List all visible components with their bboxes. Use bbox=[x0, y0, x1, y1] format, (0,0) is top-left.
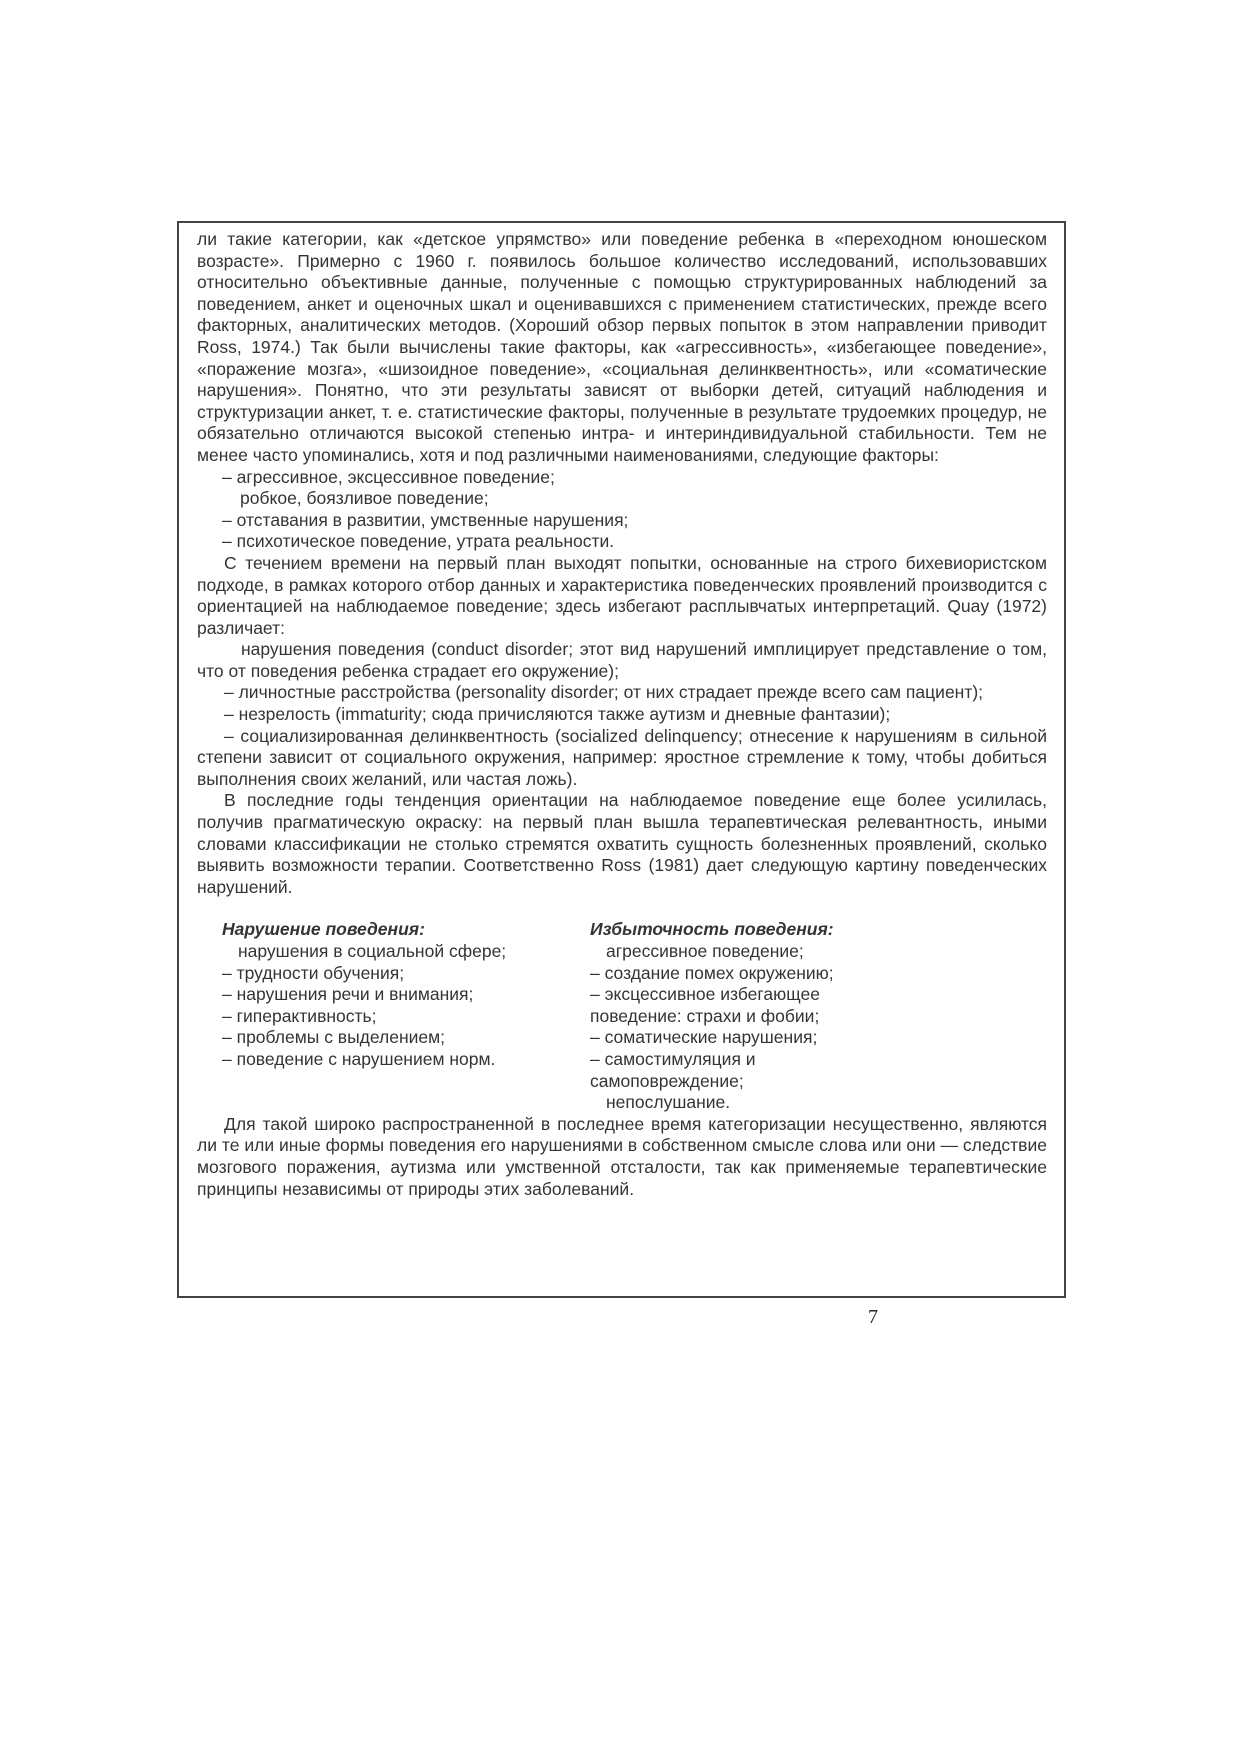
paragraph-continuation: ли такие категории, как «детское упрямство» или поведение ребенка в «переходном юношеском возрасте». Примерно с 1960 г. появилось большое количество исследований, использовавших относительно объективные данные, полученные с помощью структурированных наблюдений за поведением, анкет и оценочных шкал и оценивавшихся с применением статистических, прежде всего факторных, аналитических методов. (Хороший обзор первых попыток в этом направлении приводит Ross, 1974.) Так были вычислены такие факторы, как «агрессивность», «избегающее поведение», «поражение мозга», «шизоидное поведение», «социальная делинквентность», или «соматические нарушения». Понятно, что эти результаты зависят от выборки детей, ситуаций наблюдения и структуризации анкет, т. е. статистические факторы, полученные в результате трудоемких процедур, не обязательно отличаются высокой степенью интра- и интериндивидуальной стабильности. Тем не менее часто упоминались, хотя и под различными наименованиями, следующие факторы: bbox=[197, 229, 1047, 465]
column-list-item: – самостимуляция и самоповреждение; bbox=[590, 1048, 756, 1091]
column-list-item: – соматические нарушения; bbox=[590, 1027, 818, 1048]
column-list-item: непослушание. bbox=[606, 1092, 731, 1113]
column-list-item: – эксцессивное избегающее поведение: страхи и фобии; bbox=[590, 984, 820, 1026]
behavior-columns bbox=[197, 919, 1047, 1113]
column-list-item: – проблемы с выделением; bbox=[222, 1027, 446, 1048]
quay-list-item: – социализированная делинквентность (socialized delinquency; отнесение к нарушениям в сильной степени зависит от социального окружения, например: яростное стремление к тому, чтобы добиться выполнения своих желаний, или частая ложь). bbox=[197, 725, 1047, 789]
page-number: 7 bbox=[868, 1306, 878, 1328]
factor-list-item: – психотическое поведение, утрата реальности. bbox=[222, 531, 615, 552]
column-list-item: агрессивное поведение; bbox=[606, 941, 804, 961]
column-behavior-excess bbox=[590, 919, 894, 1113]
column-list-item: – трудности обучения; bbox=[222, 962, 405, 983]
paragraph-conclusion: Для такой широко распространенной в последнее время категоризации несущественно, являются ли те или иные формы поведения его нарушениями в собственном смысле слова или они — следствие мозгового поражения, аутизма или умственной отсталости, так как применяемые терапевтические принципы независимы от природы этих заболеваний. bbox=[197, 1113, 1047, 1199]
column-list-item: – создание помех окружению; bbox=[590, 962, 834, 983]
column-list-item: нарушения в социальной сфере; bbox=[238, 941, 507, 961]
paragraph-recent-years: В последние годы тенденция ориентации на наблюдаемое поведение еще более усилилась, получив прагматическую окраску: на первый план вышла терапевтическая релевантность, иными словами классификации не столько стремятся охватить сущность болезненных проявлений, сколько выявить возможности терапии. Соответственно Ross (1981) дает следующую картину поведенческих нарушений. bbox=[197, 790, 1047, 897]
paragraph-behaviorism: С течением времени на первый план выходят попытки, основанные на строго бихевиористском подходе, в рамках которого отбор данных и характеристика поведенческих проявлений производится с ориентацией на наблюдаемое поведение; здесь избегают расплывчатых интерпретаций. Quay (1972) различает: bbox=[197, 552, 1047, 638]
column-list-item: – поведение с нарушением норм. bbox=[222, 1048, 496, 1069]
text-frame bbox=[177, 221, 1066, 1298]
factor-list-item: – отставания в развитии, умственные нарушения; bbox=[222, 509, 629, 530]
column-list-item: – гиперактивность; bbox=[222, 1005, 377, 1026]
column-heading: Избыточность поведения: bbox=[590, 919, 834, 940]
factor-list-item: робкое, боязливое поведение; bbox=[240, 488, 489, 509]
quay-list-item: нарушения поведения (conduct disorder; этот вид нарушений имплицирует представление о том, что от поведения ребенка страдает его окружение); bbox=[197, 639, 1047, 681]
column-heading: Нарушение поведения: bbox=[222, 919, 425, 940]
factor-list-item: – агрессивное, эксцессивное поведение; bbox=[222, 466, 555, 487]
column-behavior-disorder bbox=[222, 919, 534, 1113]
quay-list-item: – личностные расстройства (personality disorder; от них страдает прежде всего сам пациент); bbox=[224, 682, 984, 703]
quay-list-item: – незрелость (immaturity; сюда причисляются также аутизм и дневные фантазии); bbox=[224, 704, 891, 725]
column-list-item: – нарушения речи и внимания; bbox=[222, 984, 474, 1005]
